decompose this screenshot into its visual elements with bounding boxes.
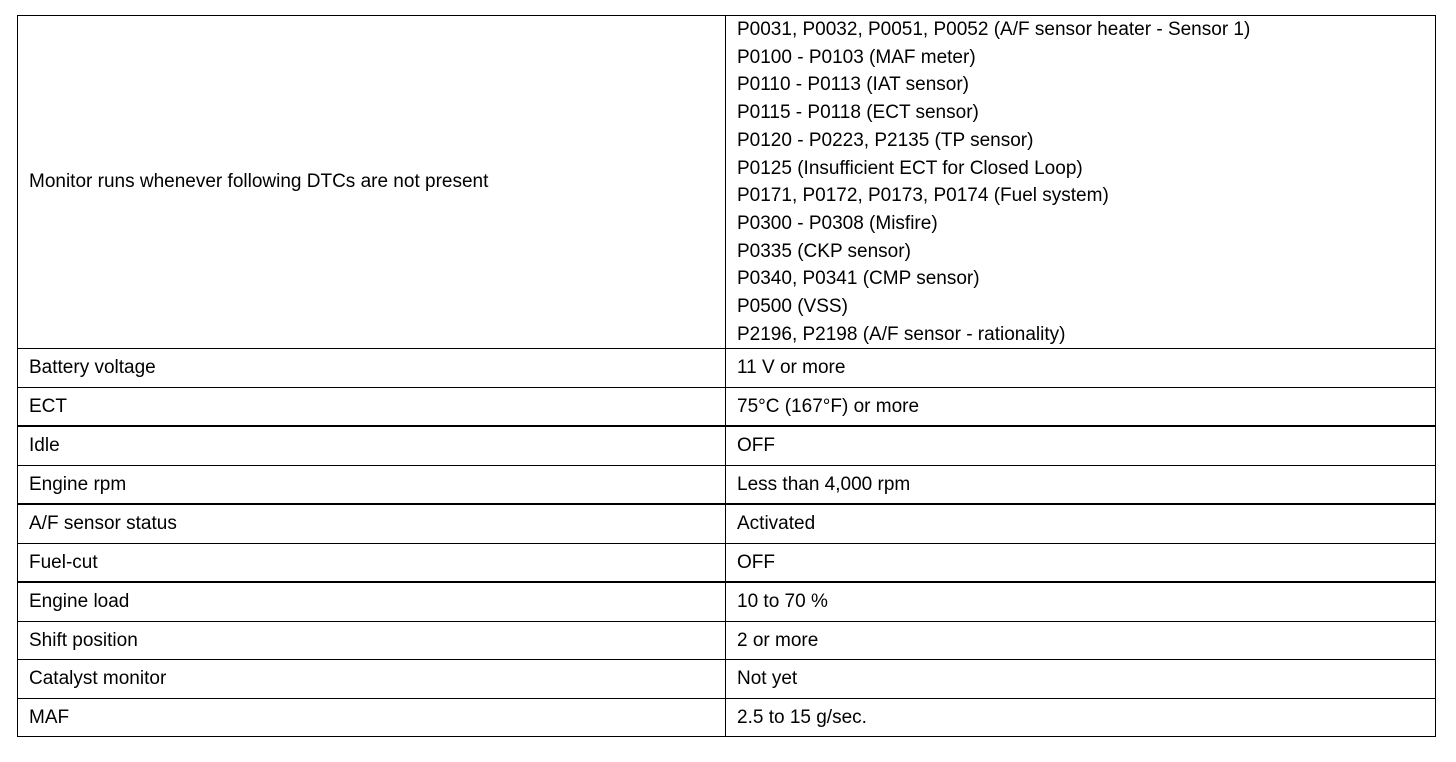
condition-label: Engine load — [18, 582, 726, 621]
dtc-list-item: P0031, P0032, P0051, P0052 (A/F sensor heater - Sensor 1) — [737, 19, 1251, 40]
condition-value: 10 to 70 % — [726, 582, 1436, 621]
dtc-list-item: P0340, P0341 (CMP sensor) — [737, 268, 980, 290]
condition-value: OFF — [726, 543, 1436, 582]
dtc-list-item: P0115 - P0118 (ECT sensor) — [737, 102, 979, 124]
table-row — [18, 582, 1436, 621]
table-row — [18, 504, 1436, 543]
dtc-list-item: P0500 (VSS) — [737, 296, 848, 318]
dtc-list-item: P0125 (Insufficient ECT for Closed Loop) — [737, 157, 1083, 179]
table-row — [18, 426, 1436, 465]
condition-value: 2.5 to 15 g/sec. — [726, 698, 1436, 737]
monitor-conditions-table — [17, 15, 1436, 737]
dtc-list-item: P0120 - P0223, P2135 (TP sensor) — [737, 129, 1034, 151]
table-row — [18, 698, 1436, 737]
dtc-list-item: P0110 - P0113 (IAT sensor) — [737, 74, 969, 96]
condition-value: 2 or more — [726, 621, 1436, 660]
table-row — [18, 621, 1436, 660]
condition-value: OFF — [726, 426, 1436, 465]
dtc-list-item: P2196, P2198 (A/F sensor - rationality) — [737, 323, 1066, 345]
condition-label: Battery voltage — [18, 349, 726, 388]
condition-label: Monitor runs whenever following DTCs are not present — [18, 16, 726, 349]
condition-value: Not yet — [726, 660, 1436, 699]
dtc-list-item: P0335 (CKP sensor) — [737, 240, 911, 262]
condition-label: Engine rpm — [18, 465, 726, 504]
condition-label: Idle — [18, 426, 726, 465]
condition-value: 75°C (167°F) or more — [726, 387, 1436, 426]
condition-label: ECT — [18, 387, 726, 426]
table-row — [18, 465, 1436, 504]
dtc-list-item: P0100 - P0103 (MAF meter) — [737, 46, 976, 68]
dtc-list-item: P0300 - P0308 (Misfire) — [737, 212, 938, 234]
condition-value: Activated — [726, 504, 1436, 543]
dtc-list — [726, 16, 1436, 349]
table-row — [18, 543, 1436, 582]
condition-label: Catalyst monitor — [18, 660, 726, 699]
condition-value: Less than 4,000 rpm — [726, 465, 1436, 504]
condition-label: A/F sensor status — [18, 504, 726, 543]
condition-label: Shift position — [18, 621, 726, 660]
condition-value: 11 V or more — [726, 349, 1436, 388]
condition-label: MAF — [18, 698, 726, 737]
dtc-list-item: P0171, P0172, P0173, P0174 (Fuel system) — [737, 185, 1109, 207]
table-row — [18, 16, 1436, 349]
condition-label: Fuel-cut — [18, 543, 726, 582]
table-row — [18, 387, 1436, 426]
table-row — [18, 349, 1436, 388]
table-row — [18, 660, 1436, 699]
